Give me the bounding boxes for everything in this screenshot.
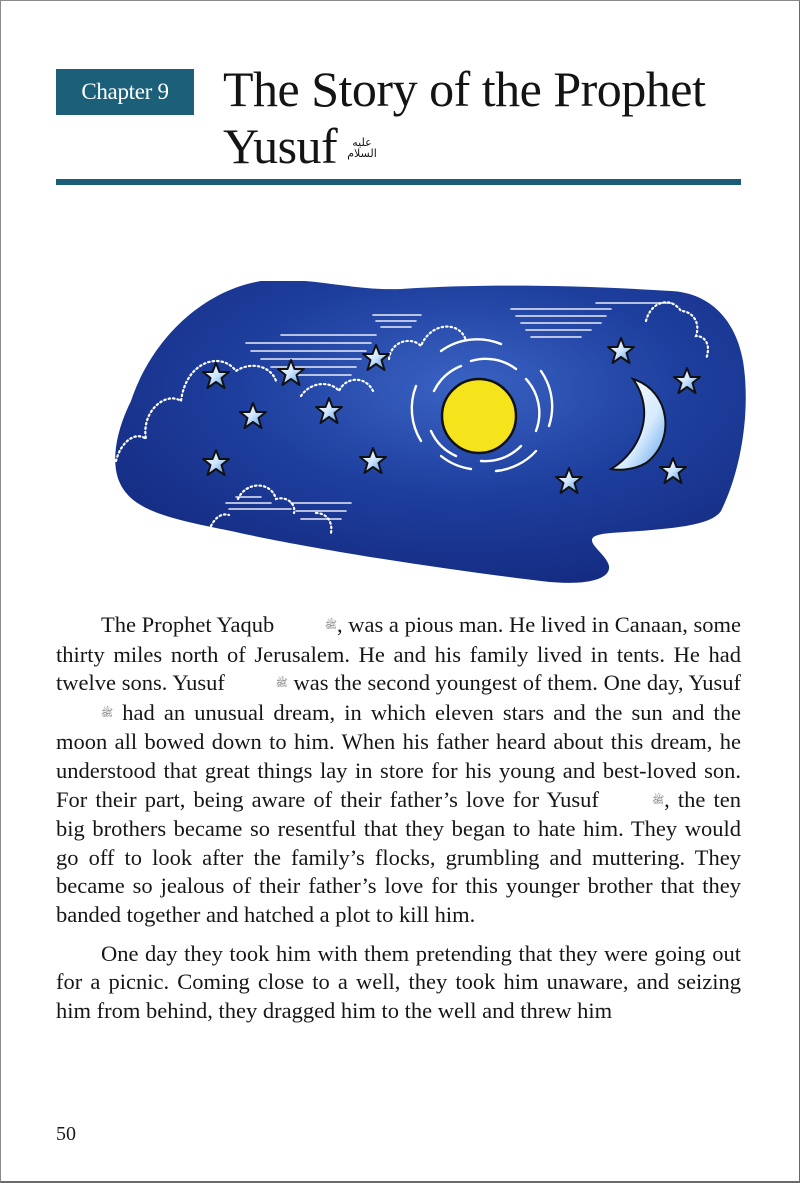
honorific-calligraphy-icon — [347, 137, 377, 159]
sun-icon — [442, 379, 516, 453]
honorific-icon: ﷺ — [652, 794, 665, 806]
chapter-badge — [56, 69, 194, 115]
honorific-icon: ﷺ — [275, 678, 288, 690]
text-segment: One day they took him with them pretending that they were going out for a picnic. Coming close to a well, they took him unaware, and seizing him from behind, they dragged him to the well and threw him — [56, 940, 741, 1023]
title-line-2 — [223, 118, 763, 175]
title-name: Yusuf — [223, 118, 338, 174]
honorific-top: عليه — [352, 136, 372, 149]
chapter-label: Chapter 9 — [81, 79, 169, 104]
paragraph-1 — [56, 611, 741, 930]
chapter-title — [223, 61, 763, 175]
honorific-icon: ﷺ — [324, 620, 337, 631]
honorific-bottom: السلام — [347, 147, 377, 160]
honorific-icon: ﷺ — [101, 707, 114, 719]
page-number: 50 — [56, 1123, 76, 1145]
story-text — [56, 611, 741, 1035]
title-line-1: The Story of the Prophet — [223, 61, 706, 117]
title-divider — [56, 179, 741, 185]
paragraph-2 — [56, 940, 741, 1026]
night-sky-illustration — [111, 281, 751, 601]
text-segment: had an unusual dream, in which eleven stars and the sun and the moon all bowed down to him. When his father heard about this dream, he understood that great things lay in store for his young and best-loved son. For their part, being aware of their father’s love for Yusuf — [56, 699, 741, 812]
text-segment: The Prophet Yaqub — [101, 612, 280, 637]
text-segment: , was a pious man. He lived in Canaan, some thirty miles north of Jerusalem. He and his family lived in tents. He had twelve sons. Yusuf — [56, 612, 741, 696]
text-segment: , the ten big brothers became so resentful that they began to hate him. They would go off to look after the family’s flocks, grumbling and muttering. They became so jealous of their father’s love for this younger brother that they banded together and hatched a plot to kill him. — [56, 786, 742, 927]
text-segment: was the second youngest of them. One day, Yusuf — [287, 670, 741, 696]
